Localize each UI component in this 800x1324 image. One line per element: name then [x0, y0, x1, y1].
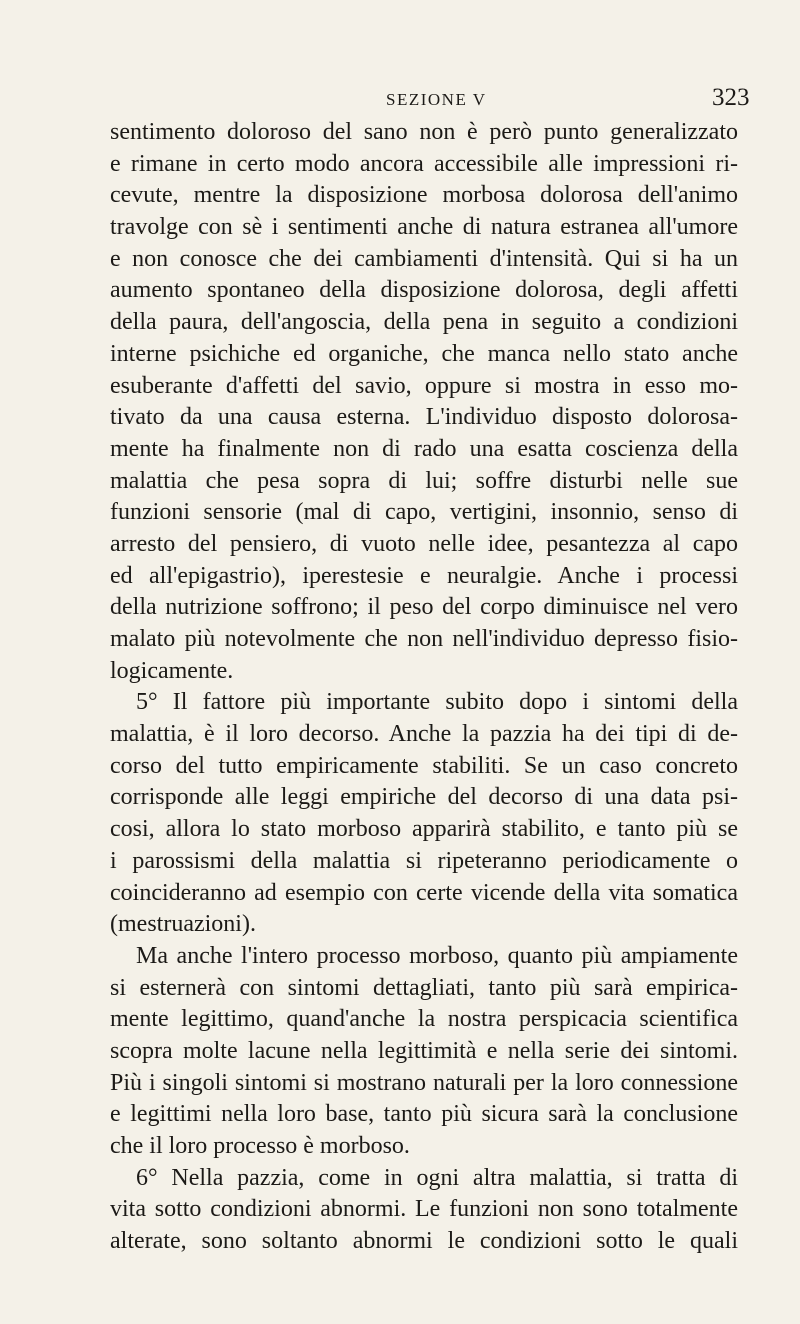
text-line: della nutrizione soffrono; il peso del corpo diminuisce nel vero — [110, 594, 738, 621]
text-line: che il loro processo è morboso. — [110, 1133, 410, 1159]
text-line: malato più notevolmente che non nell'individuo depresso fisio- — [110, 626, 738, 652]
text-line: malattia, è il loro decorso. Anche la pazzia ha dei tipi di de- — [110, 721, 738, 748]
text-line: 5° Il fattore più importante subito dopo i sintomi della — [136, 689, 738, 716]
text-line: ed all'epigastrio), iperestesie e neuralgie. Anche i processi — [110, 562, 738, 589]
page-number: 323 — [712, 84, 750, 111]
text-line: e rimane in certo modo ancora accessibile alle impressioni ri- — [110, 150, 738, 177]
text-line: aumento spontaneo della disposizione dolorosa, degli affetti — [110, 277, 738, 304]
text-line: tivato da una causa esterna. L'individuo disposto dolorosa- — [110, 404, 738, 431]
text-line: della paura, dell'angoscia, della pena in seguito a condizioni — [110, 309, 738, 336]
running-head — [0, 84, 800, 114]
text-line: scopra molte lacune nella legittimità e nella serie dei sintomi. — [110, 1037, 738, 1064]
text-line: coincideranno ad esempio con certe vicende della vita somatica — [110, 879, 738, 906]
text-line: alterate, sono soltanto abnormi le condizioni sotto le quali — [110, 1228, 738, 1255]
text-line: travolge con sè i sentimenti anche di natura estranea all'umore — [110, 214, 738, 241]
text-line: malattia che pesa sopra di lui; soffre disturbi nelle sue — [110, 467, 738, 494]
body-text — [110, 117, 738, 1258]
text-line: 6° Nella pazzia, come in ogni altra malattia, si tratta di — [136, 1164, 738, 1191]
text-line: mente ha finalmente non di rado una esatta coscienza della — [110, 435, 738, 462]
text-line: corrisponde alle leggi empiriche del decorso di una data psi- — [110, 784, 738, 811]
text-line: esuberante d'affetti del savio, oppure si mostra in esso mo- — [110, 372, 738, 399]
text-line: Più i singoli sintomi si mostrano naturali per la loro connessione — [110, 1069, 738, 1096]
text-line: si esternerà con sintomi dettagliati, tanto più sarà empirica- — [110, 974, 738, 1001]
section-title: SEZIONE V — [386, 90, 487, 109]
text-line: e non conosce che dei cambiamenti d'intensità. Qui si ha un — [110, 245, 738, 272]
text-line: cosi, allora lo stato morboso apparirà stabilito, e tanto più se — [110, 816, 738, 843]
text-line: sentimento doloroso del sano non è però punto generalizzato — [110, 119, 738, 145]
text-line: interne psichiche ed organiche, che manca nello stato anche — [110, 340, 738, 367]
text-line: e legittimi nella loro base, tanto più sicura sarà la conclusione — [110, 1101, 738, 1128]
text-line: mente legittimo, quand'anche la nostra perspicacia scientifica — [110, 1006, 738, 1033]
text-line: vita sotto condizioni abnormi. Le funzioni non sono totalmente — [110, 1196, 738, 1223]
text-line: logicamente. — [110, 657, 234, 684]
text-line: cevute, mentre la disposizione morbosa dolorosa dell'animo — [110, 182, 738, 209]
text-line: arresto del pensiero, di vuoto nelle idee, pesantezza al capo — [110, 530, 738, 557]
text-line: Ma anche l'intero processo morboso, quanto più ampiamente — [136, 942, 738, 969]
text-line: corso del tutto empiricamente stabiliti. Se un caso concreto — [110, 752, 738, 779]
text-line: funzioni sensorie (mal di capo, vertigini, insonnio, senso di — [110, 499, 738, 526]
text-line: i parossismi della malattia si ripeteranno periodicamente o — [110, 847, 738, 874]
text-line: (mestruazioni). — [110, 911, 256, 938]
